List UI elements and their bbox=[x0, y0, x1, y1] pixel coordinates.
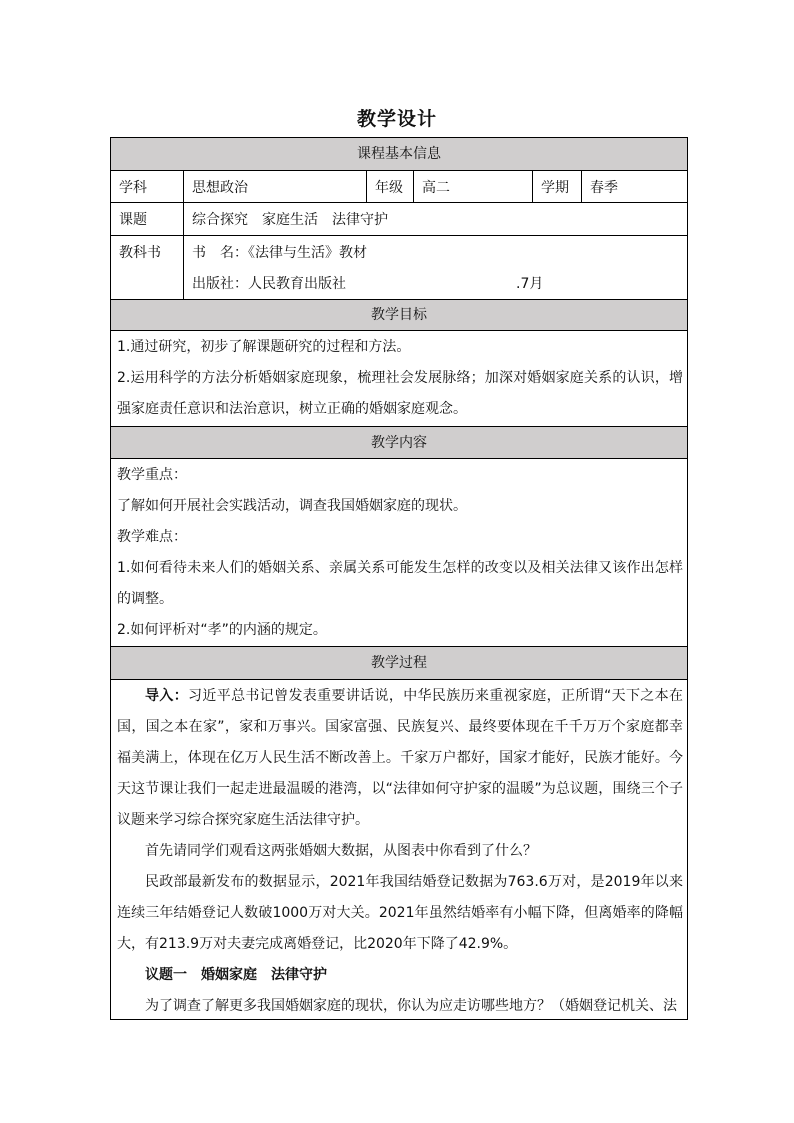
content-header: 教学内容 bbox=[111, 426, 687, 458]
process-paragraph-4: 为了调查了解更多我国婚姻家庭的现状，你认为应走访哪些地方？（婚姻登记机关、法 bbox=[145, 998, 677, 1014]
goals-body bbox=[111, 330, 687, 426]
grade-value: 高二 bbox=[413, 171, 532, 202]
intro-text: 习近平总书记曾发表重要讲话说，中华民族历来重视家庭，正所谓“天下之本在国，国之本在家”，家和万事兴。国家富强、民族复兴、最终要体现在千千万万个家庭都幸福美满上，体现在亿万人民生活不断改善上。千家万户都好，国家才能好，民族才能好。今天这节课让我们一起走进最温暖的港湾，以“法律如何守护家的温暖”为总议题，围绕三个子议题来学习综合探究家庭生活法律守护。 bbox=[117, 688, 683, 828]
subject-value: 思想政治 bbox=[183, 171, 366, 202]
intro-paragraph bbox=[117, 681, 683, 836]
grade-label: 年级 bbox=[366, 171, 413, 202]
textbook-row bbox=[111, 235, 687, 299]
process-paragraph-3: 民政部最新发布的数据显示，2021年我国结婚登记数据为763.6万对，是2019年以来连续三年结婚登记人数破1000万对大关。2021年虽然结婚率有小幅下降，但离婚率的降幅大，有213.9万对夫妻完成离婚登记，比2020年下降了42.9%。 bbox=[117, 874, 683, 952]
textbook-title-line: 书 名：《法律与生活》教材 bbox=[192, 245, 367, 261]
basic-info-header: 课程基本信息 bbox=[111, 138, 687, 170]
goals-header: 教学目标 bbox=[111, 299, 687, 330]
topic-row bbox=[111, 202, 687, 235]
textbook-label: 教科书 bbox=[119, 245, 161, 261]
difficulty-2: 2.如何评析对“孝”的内涵的规定。 bbox=[117, 622, 327, 638]
process-body bbox=[111, 679, 687, 1019]
term-value: 春季 bbox=[581, 171, 687, 202]
process-header: 教学过程 bbox=[111, 646, 687, 679]
process-paragraph-2: 首先请同学们观看这两张婚姻大数据，从图表中你看到了什么？ bbox=[145, 843, 537, 859]
topic-value: 综合探究 家庭生活 法律守护 bbox=[183, 203, 687, 235]
subject-row bbox=[111, 170, 687, 202]
term-label: 学期 bbox=[532, 171, 581, 202]
topic-label: 课题 bbox=[119, 212, 147, 228]
difficulty-1: 1.如何看待未来人们的婚姻关系、亲属关系可能发生怎样的改变以及相关法律又该作出怎样的调整。 bbox=[117, 560, 683, 607]
intro-label: 导入： bbox=[145, 688, 189, 704]
goal-2: 2.运用科学的方法分析婚姻家庭现象，梳理社会发展脉络；加深对婚姻家庭关系的认识，增强家庭责任意识和法治意识，树立正确的婚姻家庭观念。 bbox=[117, 370, 683, 417]
key-points-text: 了解如何开展社会实践活动，调查我国婚姻家庭的现状。 bbox=[117, 498, 467, 514]
content-body bbox=[111, 458, 687, 646]
document-title: 教学设计 bbox=[356, 108, 437, 130]
key-points-label: 教学重点： bbox=[117, 467, 187, 483]
topic-one-heading: 议题一 婚姻家庭 法律守护 bbox=[145, 967, 327, 983]
textbook-value bbox=[183, 236, 687, 299]
textbook-publisher: 出版社：人民教育出版社 bbox=[192, 276, 346, 292]
goal-1: 1.通过研究，初步了解课题研究的过程和方法。 bbox=[117, 339, 411, 355]
lesson-plan-table bbox=[110, 137, 688, 1020]
textbook-date: .7月 bbox=[516, 276, 544, 292]
difficulties-label: 教学难点： bbox=[117, 529, 187, 545]
subject-label: 学科 bbox=[119, 179, 147, 196]
